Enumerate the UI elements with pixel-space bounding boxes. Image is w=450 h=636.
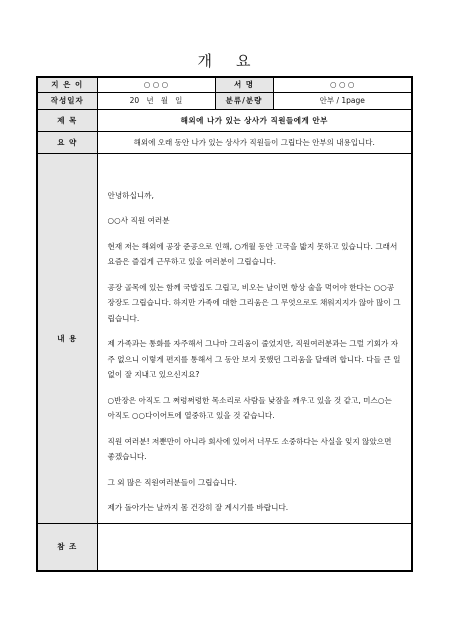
reference-value [97, 523, 412, 571]
subject-label: 제 목 [37, 109, 97, 131]
category-label: 분류/분량 [215, 92, 273, 109]
summary-value: 해외에 오래 동안 나가 있는 상사가 직원들이 그립다는 안부의 내용입니다. [97, 131, 412, 153]
category-value: 안부 / 1page [273, 92, 412, 109]
paragraph-2: 공장 골목에 있는 함께 국밥집도 그립고, 비오는 날이면 항상 술을 먹어야 한다는 ○○공장장도 그립습니다. 하지만 가족에 대한 그리움은 그 무엇으로도 채워지지가 않아 많이 그립습니다. [107, 282, 401, 323]
date-label: 작성일자 [37, 92, 97, 109]
content-label: 내 용 [37, 153, 97, 523]
paragraph-3: 제 가족과는 통화를 자주해서 그나마 그리움이 줄었지만, 직원여러분과는 그럴 기회가 자주 없으니 이렇게 편지를 통해서 그 동안 보지 못했던 그리움을 달래려 합니다. 다들 큰 일없이 잘 지내고 있으신지요? [107, 339, 401, 379]
content-cell [97, 153, 412, 523]
signature-label: 서 명 [215, 77, 273, 92]
letter-body [98, 154, 412, 516]
paragraph-4: ○반장은 아직도 그 쩌렁쩌렁한 목소리로 사람들 낮잠을 깨우고 있을 것 같고, 미스○는 아직도 ○○다이어트에 열중하고 있을 것 같습니다. [107, 395, 392, 420]
paragraph-closing: 제가 돌아가는 날까지 몸 건강히 잘 계시기를 바랍니다. [107, 503, 289, 512]
document-title [0, 50, 450, 71]
date-value: 20 년 월 일 [97, 92, 215, 109]
paragraph-greeting: 안녕하십니까, [107, 190, 154, 200]
title-char-1: 개 [197, 52, 214, 70]
paragraph-1: 현재 저는 해외에 공장 준공으로 인해, ○개월 동안 고국을 밟지 못하고 있습니다. 그래서 요즘은 즐겁게 근무하고 있을 여러분이 그립습니다. [107, 241, 398, 266]
paragraph-6: 그 외 많은 직원여러분들이 그립습니다. [107, 477, 237, 487]
paragraph-addressee: ○○사 직원 여러분 [107, 216, 170, 225]
signature-value: ○ ○ ○ [273, 77, 412, 92]
subject-value: 해외에 나가 있는 상사가 직원들에게 안부 [97, 109, 412, 131]
author-label: 지 은 이 [37, 77, 97, 92]
reference-label: 참 조 [37, 523, 97, 571]
title-char-2: 요 [236, 52, 253, 70]
summary-label: 요 약 [37, 131, 97, 153]
overview-form [36, 76, 413, 572]
paragraph-5: 직원 여러분! 저뿐만이 아니라 회사에 있어서 너무도 소중하다는 사실을 잊지 않았으면 좋겠습니다. [107, 436, 392, 461]
author-value: ○ ○ ○ [97, 77, 215, 92]
